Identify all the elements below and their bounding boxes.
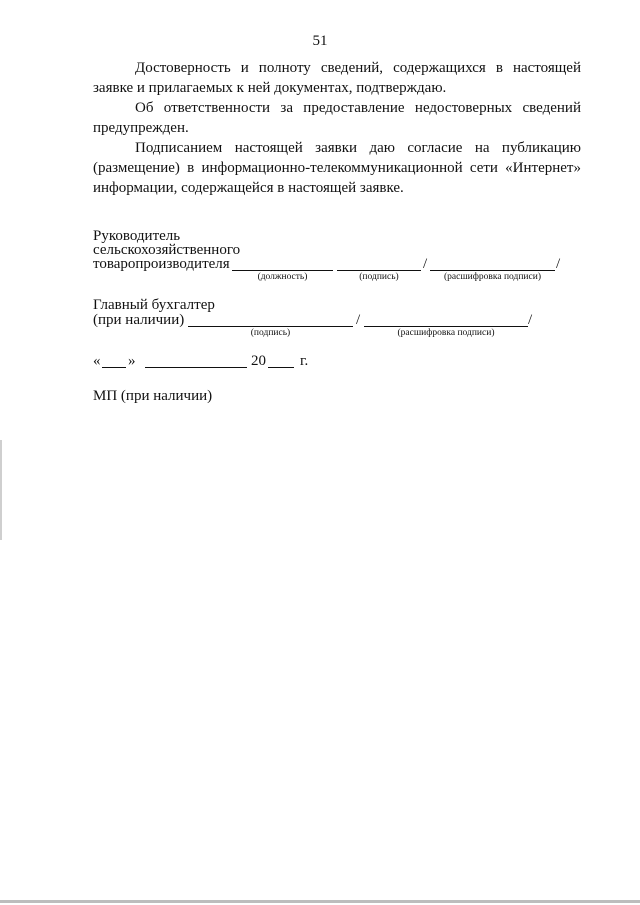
scan-edge-left — [0, 440, 2, 540]
accountant-caption-decoding: (расшифровка подписи) — [397, 328, 495, 338]
paragraph-responsibility: Об ответственности за предоставление недостоверных сведений предупрежден. — [93, 100, 581, 136]
accountant-label-line-1: Главный бухгалтер — [93, 297, 215, 313]
date-year-field[interactable] — [268, 367, 294, 368]
paragraph-accuracy: Достоверность и полноту сведений, содержащихся в настоящей заявке и прилагаемых к ней документах, подтверждаю. — [93, 60, 581, 96]
date-year-suffix: г. — [300, 353, 309, 369]
accountant-slash: / — [356, 312, 361, 328]
head-caption-decoding: (расшифровка подписи) — [444, 272, 541, 282]
date-close-quote: » — [128, 353, 136, 369]
date-open-quote: « — [93, 353, 101, 369]
date-day-field[interactable] — [102, 367, 126, 368]
head-slash-end: / — [556, 256, 561, 272]
accountant-caption-signature: (подпись) — [250, 328, 291, 338]
accountant-decoding-line[interactable] — [364, 326, 528, 327]
head-label-line-3: товаропроизводителя — [93, 256, 230, 272]
head-slash: / — [423, 256, 428, 272]
paragraph-consent: Подписанием настоящей заявки даю согласие на публикацию (размещение) в информационно-телекоммуникационной сети «Интернет» информации, содержащейся в настоящей заявке. — [93, 140, 581, 196]
accountant-label-line-2: (при наличии) — [93, 312, 185, 328]
head-label-line-1: Руководитель — [93, 228, 181, 244]
head-caption-position: (должность) — [257, 272, 308, 282]
scan-edge-bottom — [0, 900, 640, 903]
accountant-signature-line[interactable] — [188, 326, 353, 327]
stamp-note: МП (при наличии) — [93, 388, 213, 404]
date-year-prefix: 20 — [251, 353, 266, 369]
date-month-field[interactable] — [145, 367, 247, 368]
head-decoding-line[interactable] — [430, 270, 555, 271]
accountant-slash-end: / — [528, 312, 533, 328]
head-signature-line[interactable] — [337, 270, 421, 271]
head-label-line-2: сельскохозяйственного — [93, 242, 241, 258]
declaration-text — [93, 58, 581, 198]
head-caption-signature: (подпись) — [359, 272, 399, 282]
page-number: 51 — [312, 33, 328, 49]
head-position-line[interactable] — [232, 270, 333, 271]
